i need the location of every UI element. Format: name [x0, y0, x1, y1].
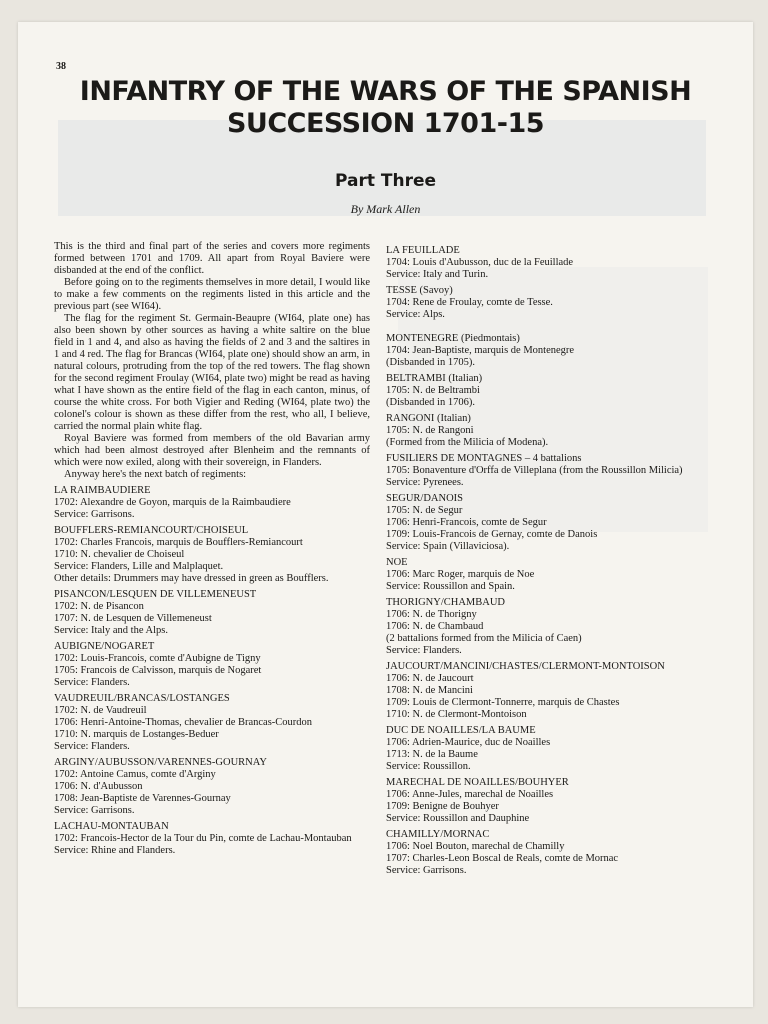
- regiment-detail-line: 1704: Rene de Froulay, comte de Tesse.: [386, 297, 553, 308]
- regiment-detail-line: 1702: Antoine Camus, comte d'Arginy: [54, 769, 216, 780]
- regiment-entry: [386, 557, 714, 593]
- regiment-heading: LACHAU-MONTAUBAN: [54, 821, 169, 832]
- byline: By Mark Allen: [350, 202, 421, 216]
- regiment-entry: [386, 453, 714, 489]
- regiment-entry: [386, 333, 714, 369]
- intro-text: [54, 241, 370, 481]
- intro-paragraph: Royal Baviere was formed from members of the old Bavarian army which had been almost destroyed after Blenheim and the remnants of which were now exiled, along with their sovereign, in Flanders.: [54, 433, 370, 468]
- regiment-entry: [386, 829, 714, 877]
- regiment-heading: PISANCON/LESQUEN DE VILLEMENEUST: [54, 589, 257, 600]
- intro-paragraph: Anyway here's the next batch of regiments:: [64, 469, 247, 480]
- regiment-detail-line: 1702: Charles Francois, marquis de Boufflers-Remiancourt: [54, 537, 303, 548]
- regiment-entry: [386, 661, 714, 721]
- regiment-detail-line: Service: Garrisons.: [54, 805, 135, 816]
- regiment-detail-line: Service: Roussillon.: [386, 761, 471, 772]
- regiment-heading: ARGINY/AUBUSSON/VARENNES-GOURNAY: [54, 757, 267, 768]
- regiment-detail-line: Service: Alps.: [386, 309, 445, 320]
- regiment-heading: FUSILIERS DE MONTAGNES – 4 battalions: [386, 453, 582, 464]
- regiment-detail-line: 1702: Francois-Hector de la Tour du Pin, comte de Lachau-Montauban: [54, 833, 352, 844]
- regiment-heading: AUBIGNE/NOGARET: [54, 641, 155, 652]
- regiment-heading: VAUDREUIL/BRANCAS/LOSTANGES: [54, 693, 230, 704]
- regiment-entry: [386, 245, 714, 281]
- regiment-heading: TESSE (Savoy): [386, 285, 453, 296]
- regiment-detail-line: (2 battalions formed from the Milicia of Caen): [386, 633, 582, 644]
- regiment-detail-line: 1705: N. de Rangoni: [386, 425, 474, 436]
- regiment-detail-line: 1705: N. de Segur: [386, 505, 463, 516]
- regiment-detail-line: 1702: N. de Pisancon: [54, 601, 144, 612]
- regiment-detail-line: Service: Italy and Turin.: [386, 269, 489, 280]
- regiment-detail-line: 1708: Jean-Baptiste de Varennes-Gournay: [54, 793, 231, 804]
- intro-paragraph: The flag for the regiment St. Germain-Beaupre (WI64, plate one) has also been shown by other sources as having a white saltire on the blue field in 1 and 4, and also as having the fields of 2 and 3 and the saltires in 1 and 4 red. The flag for Brancas (WI64, plate one) should show an arm, in natural colours, protruding from the top of the red towers. The flag shown for the second regiment Froulay (WI64, plate two) might be read as having what I have shown as the entire field of the flag in each canton, minus, of course the white cross. For both Vigier and Reding (WI64, plate two) the colonel's colour is shown as these differ from the rest, who all, I believe, carried the normal plain white flag.: [54, 313, 370, 432]
- regiment-detail-line: 1705: Francois de Calvisson, marquis de Nogaret: [54, 665, 262, 676]
- regiment-detail-line: (Formed from the Milicia of Modena).: [386, 437, 549, 448]
- regiment-heading: BOUFFLERS-REMIANCOURT/CHOISEUL: [54, 525, 249, 536]
- regiment-entry: [54, 693, 370, 753]
- right-column: [386, 241, 714, 877]
- regiment-detail-line: 1710: N. marquis de Lostanges-Beduer: [54, 729, 219, 740]
- regiment-detail-line: 1705: N. de Beltrambi: [386, 385, 480, 396]
- regiment-list-right: [386, 245, 714, 877]
- regiment-detail-line: 1702: Louis-Francois, comte d'Aubigne de Tigny: [54, 653, 261, 664]
- regiment-detail-line: Service: Roussillon and Spain.: [386, 581, 515, 592]
- regiment-entry: [386, 413, 714, 449]
- regiment-heading: MONTENEGRE (Piedmontais): [386, 333, 520, 344]
- regiment-detail-line: Service: Garrisons.: [54, 509, 135, 520]
- intro-paragraph: This is the third and final part of the series and covers more regiments formed between 1701 and 1709. All apart from Royal Baviere were disbanded at the end of the conflict.: [54, 241, 370, 276]
- regiment-entry: [54, 757, 370, 817]
- regiment-detail-line: (Disbanded in 1705).: [386, 357, 475, 368]
- regiment-heading: CHAMILLY/MORNAC: [386, 829, 490, 840]
- regiment-detail-line: Service: Italy and the Alps.: [54, 625, 169, 636]
- regiment-detail-line: 1702: N. de Vaudreuil: [54, 705, 147, 716]
- regiment-detail-line: 1707: N. de Lesquen de Villemeneust: [54, 613, 212, 624]
- regiment-heading: SEGUR/DANOIS: [386, 493, 464, 504]
- regiment-heading: RANGONI (Italian): [386, 413, 471, 424]
- magazine-page: [18, 22, 753, 1007]
- regiment-entry: [54, 821, 370, 857]
- regiment-detail-line: 1710: N. chevalier de Choiseul: [54, 549, 185, 560]
- regiment-detail-line: (Disbanded in 1706).: [386, 397, 475, 408]
- regiment-entry: [54, 641, 370, 689]
- regiment-heading: LA RAIMBAUDIERE: [54, 485, 151, 496]
- regiment-heading: BELTRAMBI (Italian): [386, 373, 483, 384]
- regiment-entry: [54, 589, 370, 637]
- regiment-detail-line: Service: Flanders.: [386, 645, 462, 656]
- regiment-detail-line: Service: Flanders, Lille and Malplaquet.: [54, 561, 224, 572]
- regiment-detail-line: Other details: Drummers may have dressed in green as Boufflers.: [54, 573, 329, 584]
- regiment-detail-line: 1710: N. de Clermont-Montoison: [386, 709, 527, 720]
- regiment-entry: [54, 485, 370, 521]
- regiment-detail-line: 1706: Noel Bouton, marechal de Chamilly: [386, 841, 565, 852]
- regiment-detail-line: 1706: Marc Roger, marquis de Noe: [386, 569, 535, 580]
- regiment-list-left: [54, 485, 370, 857]
- regiment-detail-line: Service: Pyrenees.: [386, 477, 464, 488]
- regiment-entry: [386, 373, 714, 409]
- regiment-heading: THORIGNY/CHAMBAUD: [386, 597, 506, 608]
- regiment-detail-line: Service: Flanders.: [54, 677, 130, 688]
- regiment-detail-line: 1706: Anne-Jules, marechal de Noailles: [386, 789, 554, 800]
- regiment-heading: MARECHAL DE NOAILLES/BOUHYER: [386, 777, 569, 788]
- regiment-entry: [386, 777, 714, 825]
- regiment-detail-line: Service: Garrisons.: [386, 865, 467, 876]
- regiment-detail-line: 1706: Henri-Antoine-Thomas, chevalier de Brancas-Courdon: [54, 717, 313, 728]
- regiment-detail-line: 1708: N. de Mancini: [386, 685, 473, 696]
- regiment-detail-line: 1705: Bonaventure d'Orffa de Villeplana (from the Roussillon Milicia): [386, 465, 683, 476]
- regiment-heading: JAUCOURT/MANCINI/CHASTES/CLERMONT-MONTOISON: [386, 661, 665, 672]
- regiment-detail-line: 1709: Louis-Francois de Gernay, comte de Danois: [386, 529, 598, 540]
- regiment-detail-line: Service: Flanders.: [54, 741, 130, 752]
- article-title: [38, 76, 733, 140]
- title-line-2: SUCCESSION 1701-15: [226, 108, 545, 139]
- regiment-detail-line: 1702: Alexandre de Goyon, marquis de la Raimbaudiere: [54, 497, 291, 508]
- intro-paragraph: Before going on to the regiments themselves in more detail, I would like to make a few comments on the regiments listed in this article and the previous part (see WI64).: [54, 277, 370, 312]
- regiment-detail-line: 1707: Charles-Leon Boscal de Reals, comte de Mornac: [386, 853, 619, 864]
- regiment-entry: [54, 525, 370, 585]
- part-subtitle: Part Three: [334, 171, 437, 191]
- regiment-heading: NOE: [386, 557, 408, 568]
- regiment-entry: [386, 725, 714, 773]
- regiment-heading: DUC DE NOAILLES/LA BAUME: [386, 725, 536, 736]
- regiment-detail-line: Service: Spain (Villaviciosa).: [386, 541, 510, 552]
- regiment-entry: [386, 493, 714, 553]
- regiment-detail-line: 1709: Louis de Clermont-Tonnerre, marquis de Chastes: [386, 697, 620, 708]
- regiment-heading: LA FEUILLADE: [386, 245, 460, 256]
- regiment-detail-line: 1706: N. de Thorigny: [386, 609, 477, 620]
- regiment-detail-line: 1704: Louis d'Aubusson, duc de la Feuillade: [386, 257, 574, 268]
- regiment-detail-line: Service: Roussillon and Dauphine: [386, 813, 530, 824]
- title-line-1: INFANTRY OF THE WARS OF THE SPANISH: [79, 76, 692, 107]
- regiment-detail-line: 1706: Henri-Francois, comte de Segur: [386, 517, 547, 528]
- page-number: 38: [56, 61, 66, 72]
- regiment-detail-line: 1706: Adrien-Maurice, duc de Noailles: [386, 737, 551, 748]
- spacer: [386, 321, 714, 329]
- left-column: [54, 241, 370, 857]
- regiment-detail-line: Service: Rhine and Flanders.: [54, 845, 176, 856]
- regiment-detail-line: 1713: N. de la Baume: [386, 749, 478, 760]
- regiment-entry: [386, 285, 714, 321]
- regiment-detail-line: 1706: N. de Chambaud: [386, 621, 484, 632]
- regiment-detail-line: 1709: Benigne de Bouhyer: [386, 801, 499, 812]
- regiment-entry: [386, 597, 714, 657]
- regiment-detail-line: 1704: Jean-Baptiste, marquis de Montenegre: [386, 345, 575, 356]
- regiment-detail-line: 1706: N. de Jaucourt: [386, 673, 474, 684]
- regiment-detail-line: 1706: N. d'Aubusson: [54, 781, 143, 792]
